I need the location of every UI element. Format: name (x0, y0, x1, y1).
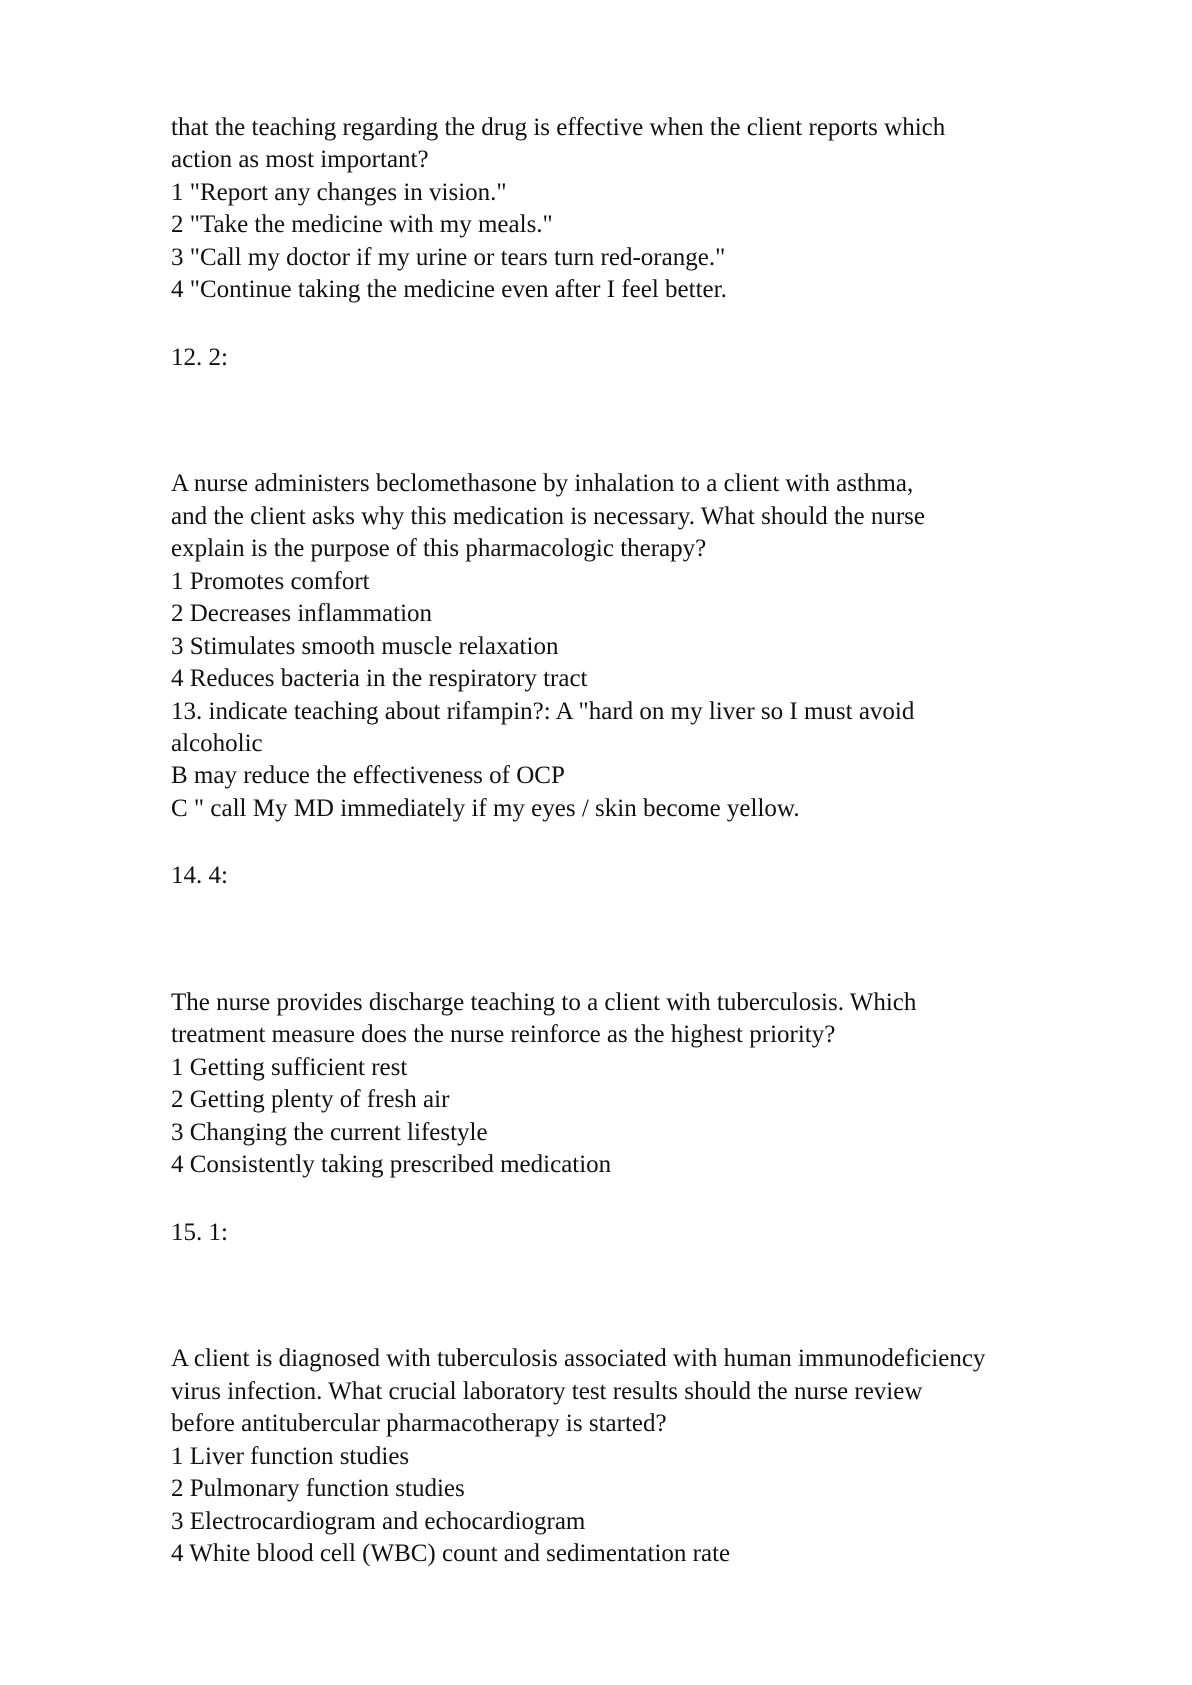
answer-option: 1 Liver function studies (171, 1443, 410, 1470)
text-line: and the client asks why this medication is necessary. What should the nurse (171, 503, 925, 530)
text-line: A nurse administers beclomethasone by inhalation to a client with asthma, (171, 470, 914, 497)
answer-option: 1 Promotes comfort (171, 568, 370, 595)
answer-option: 3 Stimulates smooth muscle relaxation (171, 633, 559, 660)
answer-option: 1 Getting sufficient rest (171, 1054, 408, 1081)
text-line: that the teaching regarding the drug is effective when the client reports which (171, 114, 946, 141)
answer-option: 2 Decreases inflammation (171, 600, 433, 627)
text-line: treatment measure does the nurse reinforce as the highest priority? (171, 1021, 836, 1048)
question-number: 15. 1: (171, 1219, 228, 1246)
text-line: The nurse provides discharge teaching to a client with tuberculosis. Which (171, 989, 917, 1016)
answer-option: 4 Reduces bacteria in the respiratory tract (171, 665, 588, 692)
answer-option: 2 Pulmonary function studies (171, 1475, 465, 1502)
text-line: alcoholic (171, 730, 263, 757)
text-line: explain is the purpose of this pharmacologic therapy? (171, 535, 707, 562)
question-number: 14. 4: (171, 862, 228, 889)
answer-option: 4 Consistently taking prescribed medication (171, 1151, 612, 1178)
text-line: B may reduce the effectiveness of OCP (171, 762, 565, 789)
question-number: 12. 2: (171, 344, 228, 371)
text-line: before antitubercular pharmacotherapy is started? (171, 1410, 667, 1437)
answer-option: 3 Electrocardiogram and echocardiogram (171, 1508, 586, 1535)
text-line: action as most important? (171, 146, 429, 173)
text-line: A client is diagnosed with tuberculosis associated with human immunodeficiency (171, 1345, 986, 1372)
text-line: virus infection. What crucial laboratory test results should the nurse review (171, 1378, 923, 1405)
text-line: C " call My MD immediately if my eyes / skin become yellow. (171, 795, 800, 822)
answer-option: 2 "Take the medicine with my meals." (171, 211, 553, 238)
answer-option: 1 "Report any changes in vision." (171, 179, 507, 206)
answer-option: 4 "Continue taking the medicine even after I feel better. (171, 276, 727, 303)
answer-option: 3 "Call my doctor if my urine or tears turn red-orange." (171, 244, 726, 271)
answer-option: 2 Getting plenty of fresh air (171, 1086, 450, 1113)
answer-option: 3 Changing the current lifestyle (171, 1119, 488, 1146)
answer-option: 4 White blood cell (WBC) count and sedimentation rate (171, 1540, 731, 1567)
text-line: 13. indicate teaching about rifampin?: A "hard on my liver so I must avoid (171, 698, 915, 725)
